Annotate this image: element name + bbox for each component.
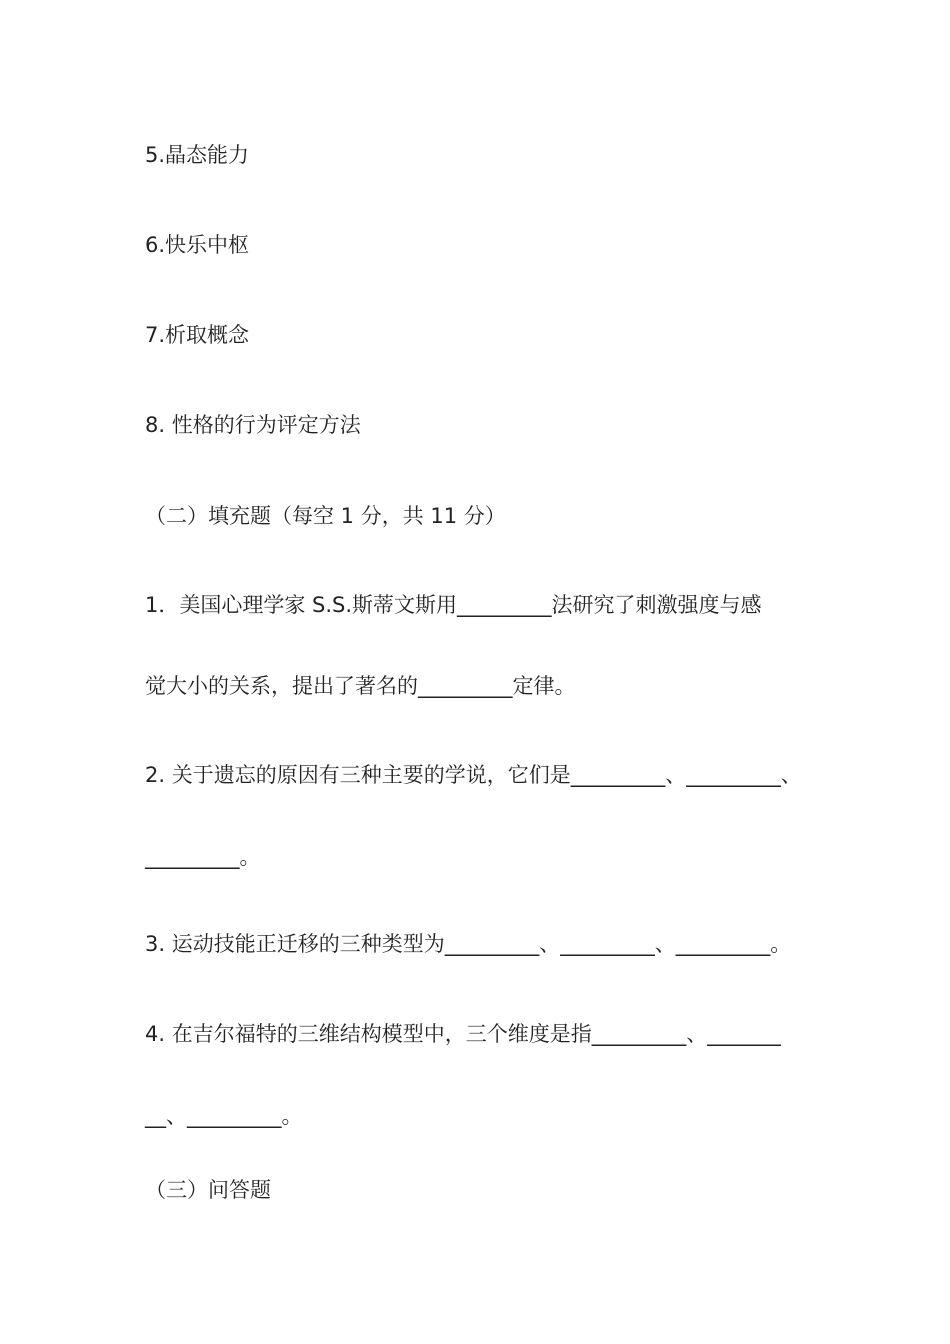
- question-4-line-1: 4. 在吉尔福特的三维结构模型中，三个维度是指_________、_______: [145, 1022, 781, 1046]
- term-8: 8. 性格的行为评定方法: [145, 413, 361, 437]
- question-4-line-2: __、_________。: [145, 1104, 303, 1128]
- term-6: 6.快乐中枢: [145, 233, 250, 257]
- section-heading-fill-in: （二）填充题（每空 1 分，共 11 分）: [145, 504, 506, 528]
- question-1-line-1: 1．美国心理学家 S.S.斯蒂文斯用_________法研究了刺激强度与感: [145, 593, 762, 617]
- term-5: 5.晶态能力: [145, 143, 250, 167]
- question-3: 3. 运动技能正迁移的三种类型为_________、_________、_________。: [145, 932, 792, 956]
- question-1-line-2: 觉大小的关系，提出了著名的_________定律。: [145, 674, 576, 698]
- question-2-line-2: _________。: [145, 845, 261, 869]
- term-7: 7.析取概念: [145, 323, 250, 347]
- question-2-line-1: 2. 关于遗忘的原因有三种主要的学说，它们是_________、_________、: [145, 763, 802, 787]
- section-heading-essay: （三）问答题: [145, 1178, 271, 1202]
